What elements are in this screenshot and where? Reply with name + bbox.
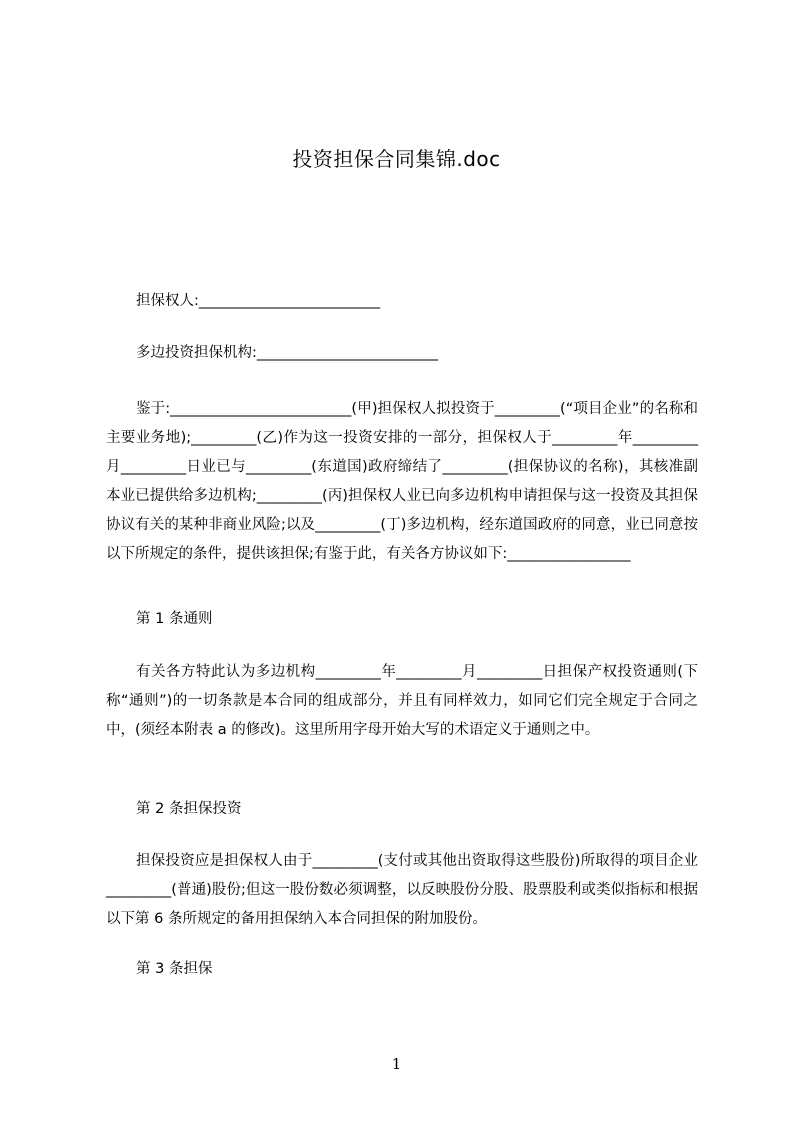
guaranteed-investment-paragraph	[106, 847, 698, 934]
section-heading: 第 3 条担保	[136, 961, 213, 977]
section-heading-1	[106, 605, 698, 634]
miga-line	[106, 339, 698, 368]
general-rules-paragraph	[106, 658, 698, 745]
section-heading-3	[106, 955, 698, 984]
page-number: 1	[391, 1055, 402, 1073]
guarantee-holder-line	[106, 287, 698, 316]
recitals-paragraph	[106, 395, 698, 569]
paragraph: 担保权人:_________________________	[136, 293, 381, 309]
section-heading: 第 1 条通则	[136, 611, 213, 627]
section-heading-2	[106, 795, 698, 824]
paragraph: 担保投资应是担保权人由于_________(支付或其他出资取得这些股份)所取得的项目企业_________(普通)股份;但这一股份数必须调整，以反映股份分股、股票股利或类似指标和根据以下第 6 条所规定的备用担保纳入本合同担保的附加股份。	[106, 853, 698, 927]
document-title: 投资担保合同集锦.doc	[292, 147, 501, 171]
paragraph: 有关各方特此认为多边机构_________年_________月_________日担保产权投资通则(下称“通则”)的一切条款是本合同的组成部分，并且有同样效力，如同它们完全规定于合同之中，(须经本附表 a 的修改)。这里所用字母开始大写的术语定义于通则之中。	[106, 664, 698, 738]
section-heading: 第 2 条担保投资	[136, 801, 242, 817]
paragraph: 多边投资担保机构:_________________________	[136, 345, 439, 361]
paragraph: 鉴于:_________________________(甲)担保权人拟投资于_________(“项目企业”的名称和主要业务地);_________(乙)作为这一投资安排的一部分，担保权人于_________年_________月_________日业已与_________(东道国)政府缔结了_________(担保协议的名称)，其核准副本业已提供给多边机构;_________(丙)担保权人业已向多边机构申请担保与这一投资及其担保协议有关的某种非商业风险;以及_________(丁)多边机构，经东道国政府的同意，业已同意按以下所规定的条件，提供该担保;有鉴于此，有关各方协议如下:_________________	[106, 401, 698, 562]
